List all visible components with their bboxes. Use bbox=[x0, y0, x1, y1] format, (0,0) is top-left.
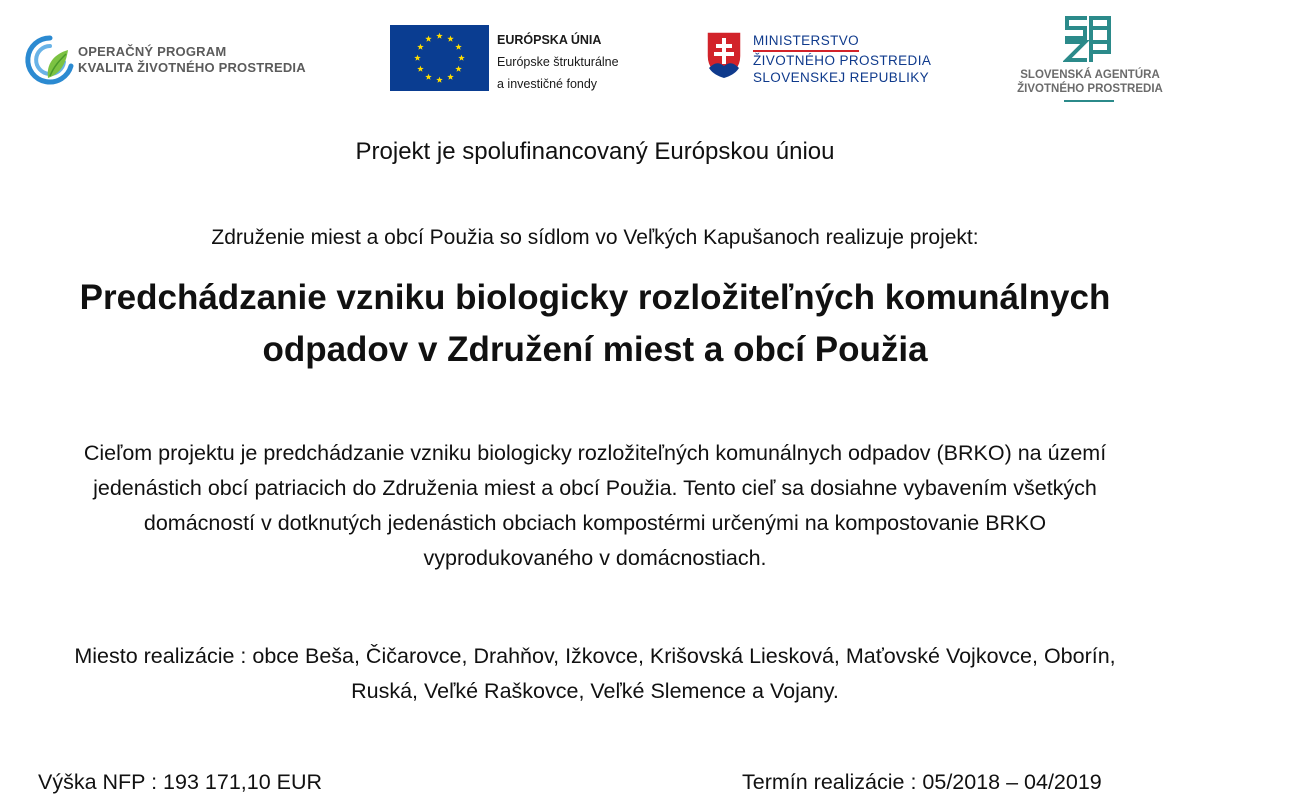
op-kzp-logo bbox=[24, 34, 334, 88]
project-title bbox=[0, 272, 1190, 376]
project-title-line1: Predchádzanie vzniku biologicky rozložiteľných komunálnych bbox=[79, 278, 1111, 317]
project-goal-line3: domácností v dotknutých jedenástich obciach kompostérmi určenými na kompostovanie BRKO bbox=[143, 511, 1047, 535]
eu-line2: Európske štrukturálne bbox=[497, 55, 619, 69]
realizer-statement: Združenie miest a obcí Použia so sídlom vo Veľkých Kapušanoch realizuje projekt: bbox=[211, 226, 979, 249]
op-kzp-line2: KVALITA ŽIVOTNÉHO PROSTREDIA bbox=[78, 60, 306, 75]
eu-logo bbox=[390, 24, 650, 94]
eu-line3: a investičné fondy bbox=[497, 77, 598, 91]
ministry-logo-text bbox=[753, 32, 931, 86]
sazp-line2: ŽIVOTNÉHO PROSTREDIA bbox=[1017, 83, 1163, 95]
eu-flag-icon bbox=[390, 25, 489, 91]
op-kzp-logo-text bbox=[78, 44, 306, 76]
ministry-line1-wrap bbox=[753, 32, 931, 52]
ministry-line3: SLOVENSKEJ REPUBLIKY bbox=[753, 70, 930, 85]
sazp-logo bbox=[1010, 14, 1180, 104]
ministry-line2: ŽIVOTNÉHO PROSTREDIA bbox=[753, 53, 932, 68]
eu-logo-text bbox=[497, 29, 619, 95]
realization-term: Termín realizácie : 05/2018 – 04/2019 bbox=[742, 770, 1102, 794]
nfp-amount: Výška NFP : 193 171,10 EUR bbox=[38, 770, 323, 794]
realization-place-line1: Miesto realizácie : obce Beša, Čičarovce, Drahňov, Ižkovce, Krišovská Liesková, Maťovské Vojkovce, Oborín, bbox=[74, 644, 1116, 668]
project-title-line2: odpadov v Združení miest a obcí Použia bbox=[262, 330, 928, 369]
project-goal bbox=[0, 436, 1190, 576]
sazp-line1: SLOVENSKÁ AGENTÚRA bbox=[1020, 69, 1160, 81]
sazp-underline bbox=[1064, 100, 1114, 102]
realization-place bbox=[0, 639, 1190, 709]
cofinance-statement: Projekt je spolufinancovaný Európskou úniou bbox=[355, 138, 835, 165]
ministry-line1: MINISTERSTVO bbox=[753, 32, 859, 52]
realization-place-line2: Ruská, Veľké Raškovce, Veľké Slemence a Vojany. bbox=[351, 679, 839, 703]
project-goal-line1: Cieľom projektu je predchádzanie vzniku biologicky rozložiteľných komunálnych odpadov (BRKO) na území bbox=[83, 441, 1107, 465]
project-goal-line4: vyprodukovaného v domácnostiach. bbox=[423, 546, 767, 570]
project-goal-line2: jedenástich obcí patriacich do Združenia miest a obcí Použia. Tento cieľ sa dosiahne vybavením všetkých bbox=[93, 476, 1097, 500]
sazp-logo-text bbox=[1010, 68, 1170, 96]
logo-bar bbox=[0, 0, 1292, 110]
sazp-logo-icon bbox=[1063, 14, 1113, 64]
slovak-coat-of-arms-icon bbox=[705, 30, 743, 80]
ministry-logo bbox=[705, 30, 975, 86]
eu-line1: EURÓPSKA ÚNIA bbox=[497, 33, 602, 47]
op-kzp-line1: OPERAČNÝ PROGRAM bbox=[78, 44, 227, 59]
op-kzp-logo-icon bbox=[24, 34, 76, 86]
